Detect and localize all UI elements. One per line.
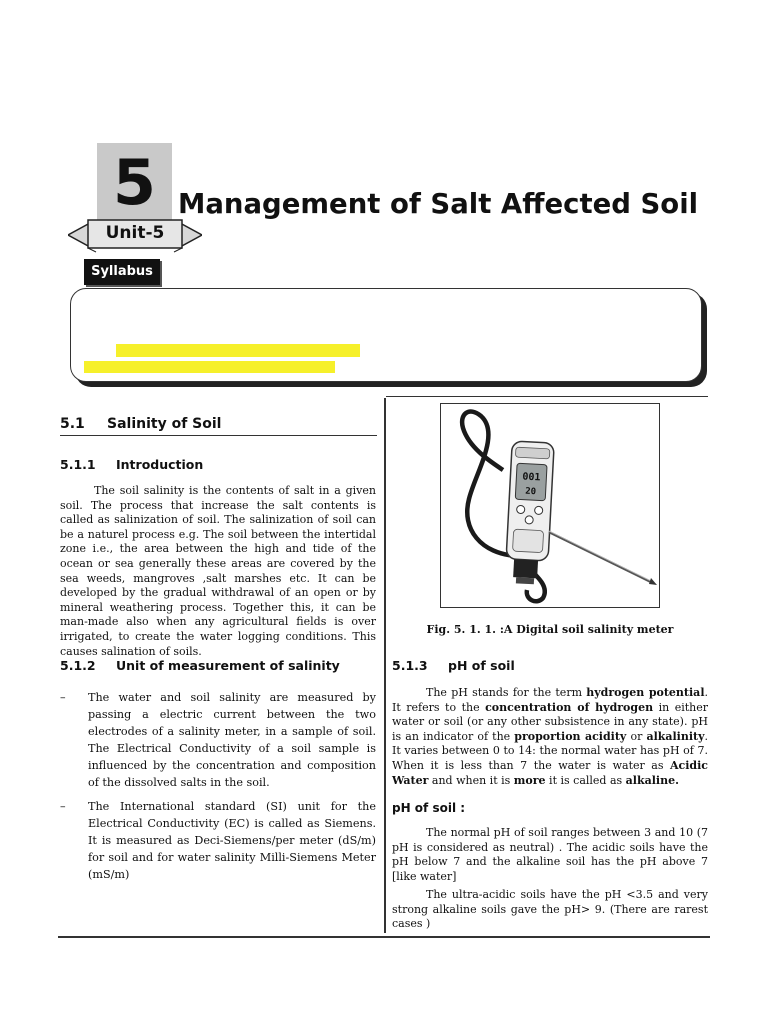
unit-number: 5	[112, 146, 157, 219]
subsection-title: pH of soil	[448, 658, 515, 673]
subsection-heading	[392, 657, 515, 675]
figure-caption: Fig. 5. 1. 1. :A Digital soil salinity meter	[426, 623, 674, 636]
ph-soil-paragraph: The normal pH of soil ranges between 3 and 10 (7 pH is considered as neutral) . The acidic soils have the pH below 7 and the alkaline soil has the pH above 7 [like water]	[392, 826, 708, 883]
top-divider	[386, 396, 708, 397]
subsection-heading	[60, 456, 203, 474]
ultra-acidic-paragraph: The ultra-acidic soils have the pH <3.5 and very strong alkaline soils gave the pH> 9. (There are rarest cases )	[392, 888, 708, 931]
salinity-meter-image	[441, 404, 659, 607]
section-heading	[60, 414, 221, 434]
ph-paragraph: The pH stands for the term hydrogen potential. It refers to the concentration of hydrogen in either water or soil (or any other subsistence in any state). pH is an indicator of the proportion acidity or alkalinity. It varies between 0 to 14: the normal water has pH of 7. When it is less than 7 the water is water as Acidic Water and when it is more it is called as alkaline.	[392, 686, 709, 787]
highlight-bar	[84, 361, 335, 373]
column-divider	[384, 398, 386, 933]
page-title: Management of Salt Affected Soil	[178, 188, 699, 220]
list-item: – The International standard (SI) unit for the Electrical Conductivity (EC) is called as Siemens. It is measured as Deci-Siemens/per meter (dS/m) for soil and for water salinity Milli-Siemens Meter (mS/m)	[60, 800, 376, 881]
subsection-number: 5.1.2	[60, 658, 96, 673]
ph-soil-heading: pH of soil :	[392, 801, 466, 815]
list-item: – The water and soil salinity are measured by passing a electric current between the two electrodes of a salinity meter, in a sample of soil. The Electrical Conductivity of a soil sample is influenced by the concentration and composition of the dissolved salts in the soil.	[60, 691, 376, 789]
syllabus-tag: Syllabus	[84, 259, 160, 285]
section-title: Salinity of Soil	[107, 416, 222, 432]
subsection-title: Unit of measurement of salinity	[116, 658, 340, 673]
subsection-title: Introduction	[116, 457, 204, 472]
bottom-divider	[58, 936, 710, 938]
device-display-value-2: 20	[524, 486, 537, 498]
unit-label: Unit-5	[105, 223, 165, 243]
subsection-heading	[60, 657, 340, 675]
figure-photo	[440, 403, 660, 608]
highlight-bar	[116, 344, 360, 357]
bullet-dash: –	[60, 691, 66, 704]
intro-paragraph: The soil salinity is the contents of salt in a given soil. The process that increase the salt contents is called as salinization of soil. The salinization of soil can be a naturel process e.g. The soil between the intertidal zone i.e., the area between the high and tide of the ocean or sea generally these areas are covered by the sea weeds, mangroves ,salt marshes etc. It can be developed by the gradual withdrawal of an open or by mineral weathering process. Together this, it can be man-made also when any agricultural fields is over irrigated, to create the water logging conditions. This causes salination of soils.	[60, 484, 376, 658]
bullet-dash: –	[60, 800, 66, 813]
subsection-number: 5.1.1	[60, 457, 96, 472]
section-number: 5.1	[60, 416, 85, 432]
subsection-number: 5.1.3	[392, 658, 428, 673]
device-display-value: 001	[522, 471, 541, 484]
section-rule	[60, 435, 377, 436]
